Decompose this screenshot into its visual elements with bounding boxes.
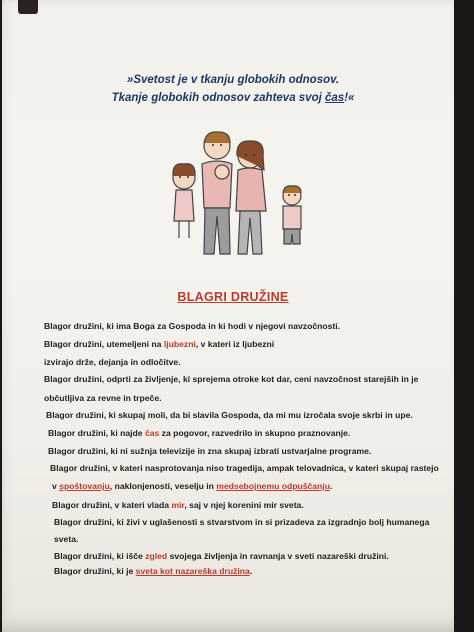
line-text: Blagor družini, v kateri vlada: [52, 500, 172, 510]
highlighted-word: medsebojnemu odpuščanju: [216, 481, 330, 491]
line-text: za pogovor, razvedrilo in skupno praznovanje.: [159, 428, 351, 438]
beatitude-line: [48, 428, 350, 438]
beatitude-line: [52, 500, 304, 510]
line-text: Blagor družini, ki živi v uglašenosti s stvarstvom in si prizadeva za izgradnjo bolj humanega: [54, 517, 430, 527]
line-text: , v kateri iz ljubezni: [195, 339, 275, 349]
line-text: v: [52, 481, 60, 491]
line-text: občutljiva za revne in trpeče.: [44, 393, 162, 403]
line-text: Blagor družini, ki ni sužnja televizije in zna skupaj izbrati ustvarjalne programe.: [48, 446, 372, 456]
beatitude-line: [48, 446, 371, 456]
highlighted-word: sveta kot nazareška družina: [135, 566, 250, 576]
line-text: sveta.: [54, 534, 79, 544]
highlighted-word: zgled: [145, 551, 168, 561]
title-heading: BLAGRI DRUŽINE: [177, 290, 289, 304]
beatitude-line: [46, 410, 413, 420]
highlighted-word: spoštovanju: [59, 481, 110, 491]
beatitude-line: [50, 463, 439, 473]
line-text: Blagor družini, utemeljeni na: [44, 339, 164, 349]
line-text: Blagor družini, ki išče: [54, 551, 146, 561]
line-text: .: [249, 566, 253, 576]
line-text: Blagor družini, ki skupaj moli, da bi slavila Gospoda, da mi mu izročala svoje skrbi in upe.: [46, 410, 413, 420]
line-text: , saj v njej korenini mir sveta.: [184, 500, 304, 510]
line-text: Blagor družini, ki je: [54, 566, 136, 576]
line-text: .: [329, 481, 333, 491]
beatitude-line: [54, 566, 252, 576]
family-illustration: [162, 126, 312, 266]
beatitude-line: [44, 357, 181, 367]
beatitude-line: [54, 534, 78, 544]
line-text: svojega življenja in ravnanja v sveti nazareški družini.: [167, 551, 389, 561]
highlighted-word: ljubezni: [163, 339, 196, 349]
beatitude-line: [44, 339, 274, 349]
paper-sheet: [2, 0, 464, 632]
quote-line-2: Tkanje globokih odnosov zahteva svoj čas!«: [111, 92, 355, 104]
beatitude-line: [52, 481, 332, 491]
beatitude-line: [44, 393, 162, 403]
beatitude-line: [54, 551, 389, 561]
dark-edge: [454, 0, 464, 632]
line-text: Blagor družini, v kateri nasprotovanja niso tragedija, ampak telovadnica, v kateri skupaj rastejo: [50, 463, 439, 473]
hanging-hole: [18, 0, 38, 14]
highlighted-word: čas: [144, 428, 160, 438]
line-text: , naklonjenosti, veselju in: [109, 481, 217, 491]
line-text: Blagor družini, ki najde: [48, 428, 145, 438]
beatitude-line: [44, 321, 340, 331]
beatitude-line: [54, 517, 429, 527]
highlighted-word: mir: [171, 500, 185, 510]
beatitude-line: [44, 374, 418, 384]
line-text: izvirajo drže, dejanja in odločitve.: [44, 357, 181, 367]
line-text: Blagor družini, odprti za življenje, ki sprejema otroke kot dar, ceni navzočnost starejših in je: [44, 374, 419, 384]
line-text: Blagor družini, ki ima Boga za Gospoda in ki hodi v njegovi navzočnosti.: [44, 321, 341, 331]
quote-line-1: »Svetost je v tkanju globokih odnosov.: [126, 74, 340, 86]
